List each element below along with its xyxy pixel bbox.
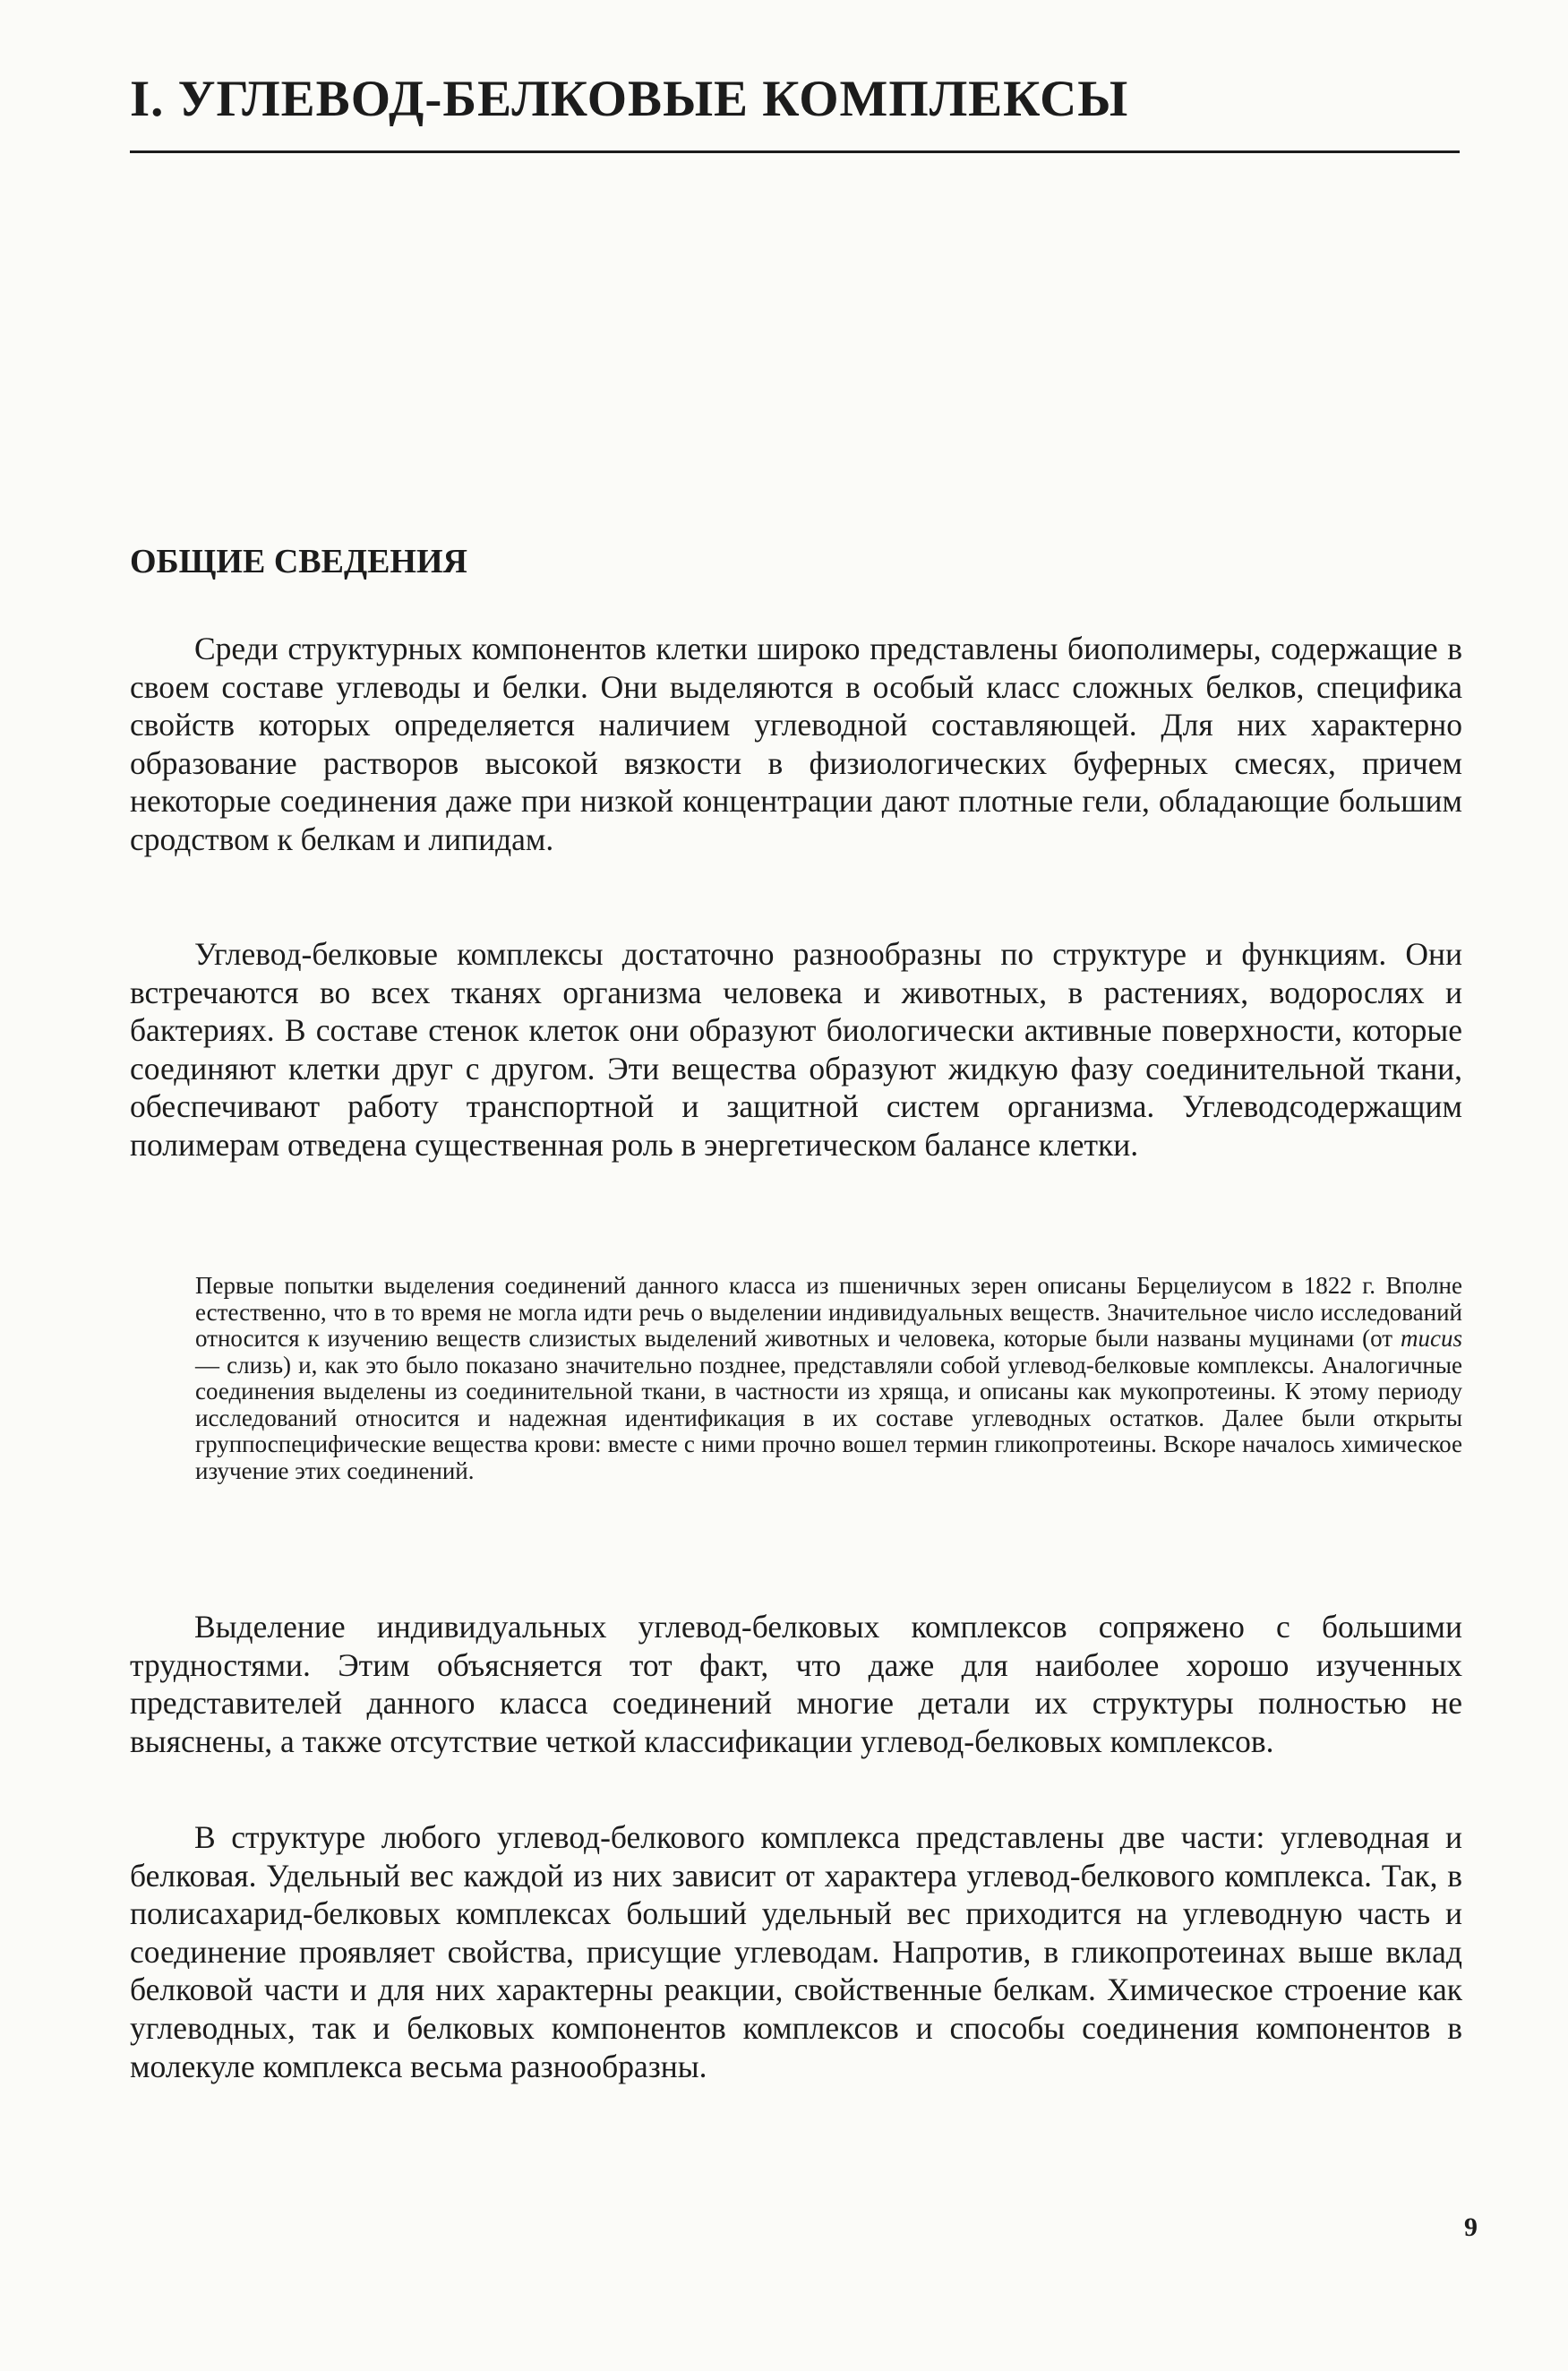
body-paragraph: В структуре любого углевод-белкового комплекса представлены две части: углеводная и белковая. Удельный вес каждой из них зависит от характера углевод-белкового комплекса. Так, в полисахарид-белковых комплексах больший удельный вес приходится на углеводную часть и соединение проявляет свойства, присущие углеводам. Напротив, в гликопротеинах выше вклад белковой части и для них характерны реакции, свойственные белкам. Химическое строение как углеводных, так и белковых компонентов комплексов и способы соединения компонентов в молекуле комплекса весьма разнообразны. bbox=[130, 1819, 1462, 2084]
note-text-end: — слизь) и, как это было показано значительно позднее, представляли собой углевод-белковые комплексы. Аналогичные соединения выделены из соединительной ткани, в частности из хряща, и описаны как мукопротеины. К этому периоду исследований относится и надежная идентификация в их составе углеводных остатков. Далее были открыты группоспецифические вещества крови: вместе с ними прочно вошел термин гликопротеины. Вскоре началось химическое изучение этих соединений. bbox=[195, 1351, 1462, 1484]
body-paragraph: Углевод-белковые комплексы достаточно разнообразны по структуре и функциям. Они встречаются во всех тканях организма человека и животных, в растениях, водорослях и бактериях. В составе стенок клеток они образуют биологически активные поверхности, которые соединяют клетки друг с другом. Эти вещества образуют жидкую фазу соединительной ткани, обеспечивают работу транспортной и защитной систем организма. Углеводсодержащим полимерам отведена существенная роль в энергетическом балансе клетки. bbox=[130, 936, 1462, 1163]
body-paragraph: Среди структурных компонентов клетки широко представлены биополимеры, содержащие в своем составе углеводы и белки. Они выделяются в особый класс сложных белков, специфика свойств которых определяется наличием углеводной составляющей. Для них характерно образование растворов высокой вязкости в физиологических буферных смесях, причем некоторые соединения даже при низкой концентрации дают плотные гели, обладающие большим сродством к белкам и липидам. bbox=[130, 631, 1462, 857]
title-rule bbox=[130, 150, 1460, 153]
section-heading: ОБЩИЕ СВЕДЕНИЯ bbox=[130, 543, 467, 580]
body-paragraph: Выделение индивидуальных углевод-белковых комплексов сопряжено с большими трудностями. Этим объясняется тот факт, что даже для наиболее хорошо изученных представителей данного класса соединений многие детали их структуры полностью не выяснены, а также отсутствие четкой классификации углевод-белковых комплексов. bbox=[130, 1609, 1462, 1759]
note-text-start: Первые попытки выделения соединений данного класса из пшеничных зерен описаны Берцелиусом в 1822 г. Вполне естественно, что в то время не могла идти речь о выделении индивидуальных веществ. Значительное число исследований относится к изучению веществ слизистых выделений животных и человека, которые были названы муцинами (от bbox=[195, 1272, 1462, 1352]
chapter-title: I. УГЛЕВОД-БЕЛКОВЫЕ КОМПЛЕКСЫ bbox=[130, 71, 1129, 127]
note-latin-term: mucus bbox=[1401, 1325, 1462, 1352]
small-print-note bbox=[195, 1273, 1462, 1484]
page-number: 9 bbox=[1464, 2212, 1478, 2242]
